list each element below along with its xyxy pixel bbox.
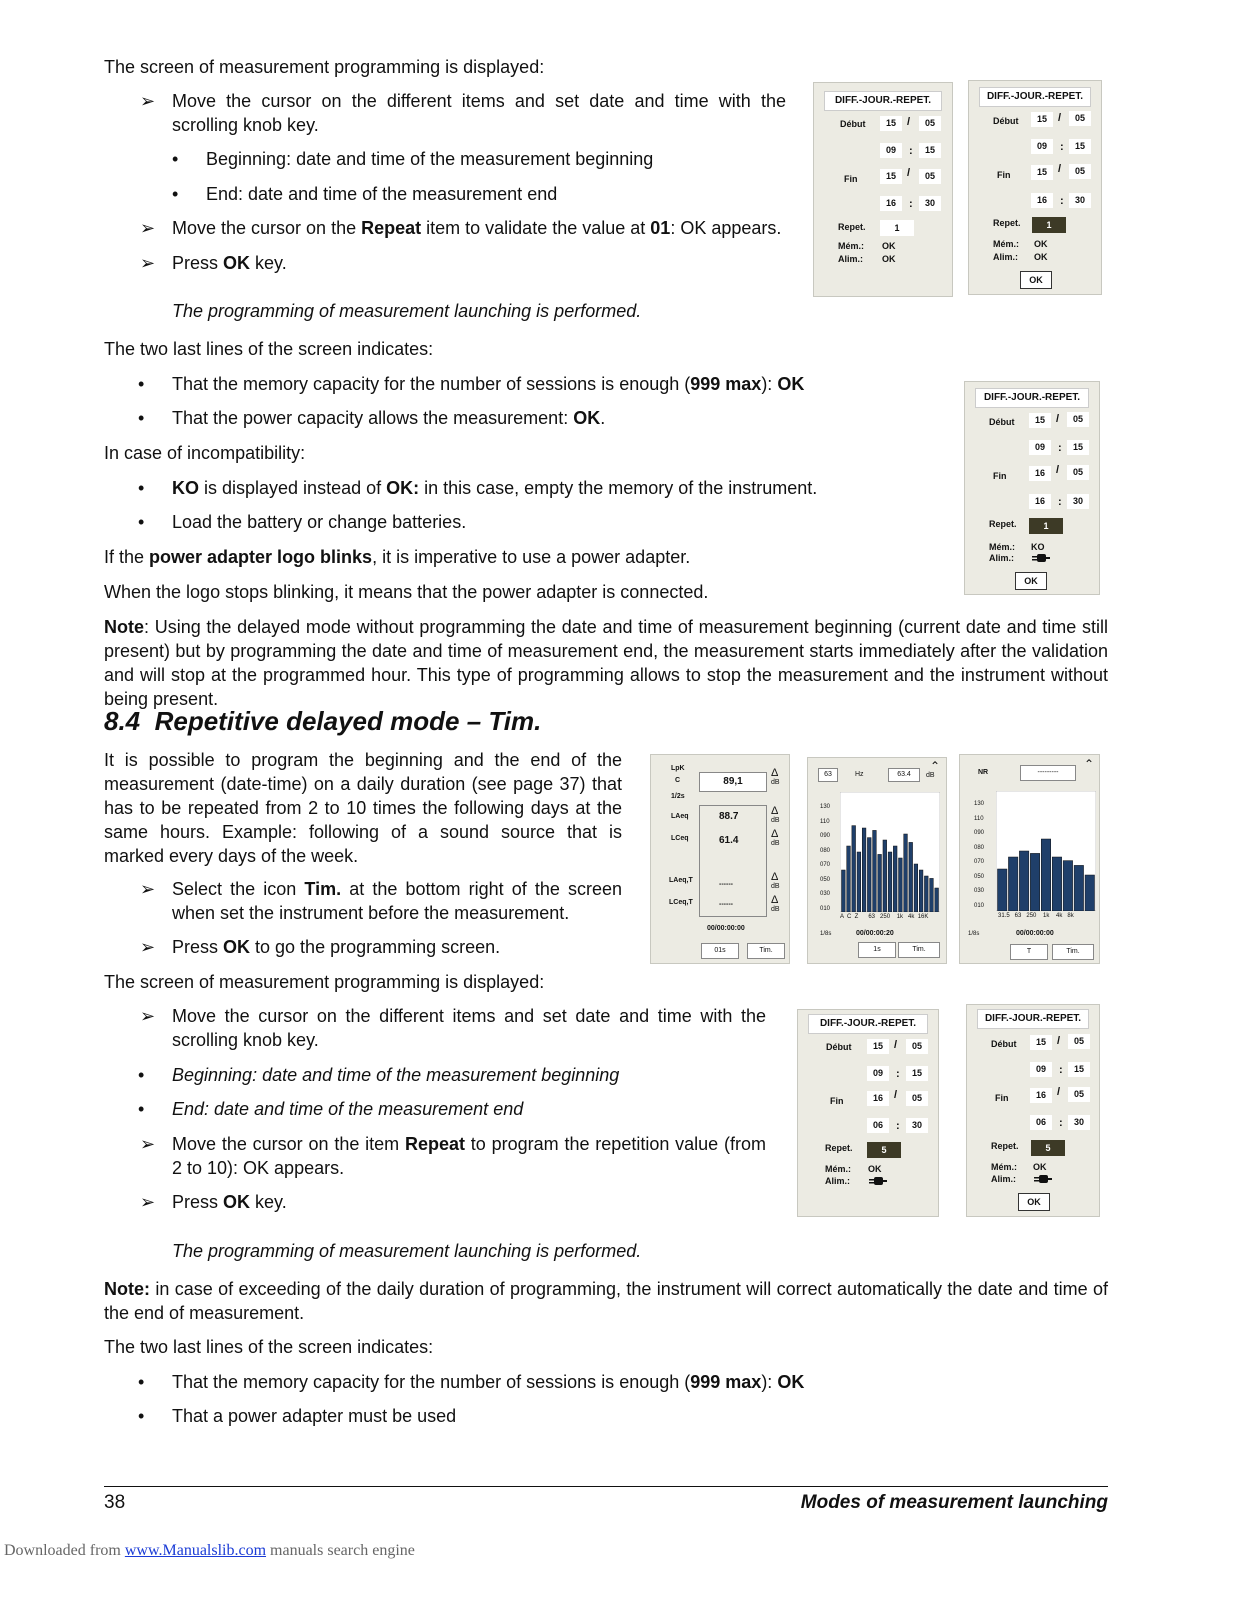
- start-minute-field[interactable]: 15: [1067, 440, 1089, 455]
- start-month-field[interactable]: 05: [1068, 1034, 1090, 1049]
- delta-icon: Δ: [771, 767, 779, 779]
- integration-button[interactable]: 01s: [701, 943, 739, 959]
- fin-label: Fin: [830, 1096, 844, 1106]
- ok-button[interactable]: OK: [1020, 271, 1052, 289]
- spectrum-bar: [852, 826, 856, 912]
- screen-header: DIFF.-JOUR.-REPET.: [977, 1009, 1089, 1029]
- arrow-bullet-icon: ➢: [140, 1006, 156, 1026]
- hz-label: Hz: [855, 771, 864, 778]
- manualslib-link[interactable]: www.Manualslib.com: [124, 1542, 267, 1559]
- alim-label: Alim.:: [991, 1174, 1017, 1184]
- arrow-bullet-icon: ➢: [140, 1192, 156, 1212]
- mem-status: OK: [882, 241, 896, 251]
- bullet-text: End: date and time of the measurement end: [206, 184, 558, 204]
- programming-screen-2: DIFF.-JOUR.-REPET. Début 15 / 05 09 : 15 Fin 15 / 05 16 : 30 Repet. 1 Mém.: OK Alim.: OK OK: [968, 80, 1102, 295]
- mem-label: Mém.:: [989, 542, 1016, 552]
- bullet-icon: •: [138, 1099, 145, 1119]
- tim-button[interactable]: Tim.: [1052, 944, 1094, 960]
- spectrum-bar: [904, 834, 908, 912]
- nr-label: NR: [978, 769, 989, 776]
- band-field[interactable]: 63: [818, 768, 838, 782]
- section-paragraph: It is possible to program the beginning and the end of the measurement (date-time) on a daily duration (see page 37) that has to be repeated from 2 to 10 times the following days at the same hours. Example: following of a sound source that is marked every days of the week.: [104, 750, 622, 866]
- bullet-icon: •: [138, 1372, 145, 1392]
- screen-header: DIFF.-JOUR.-REPET.: [824, 91, 942, 111]
- stops-text: When the logo stops blinking, it means that the power adapter is connected.: [104, 582, 709, 602]
- spectrum-bar: [857, 852, 861, 912]
- delta-icon: Δ: [771, 828, 779, 840]
- intro-text: The screen of measurement programming is displayed:: [104, 57, 545, 77]
- adapter-text: If the power adapter logo blinks, it is imperative to use a power adapter.: [104, 547, 691, 567]
- spectrum-bar: [914, 864, 918, 912]
- download-note: Downloaded from www.Manualslib.com manuals search engine: [4, 1542, 415, 1559]
- debut-label: Début: [840, 119, 866, 129]
- elapsed-time: 00/00:00:00: [1016, 930, 1054, 937]
- mem-status: KO: [1031, 542, 1045, 552]
- repeat-field[interactable]: 5: [1031, 1140, 1065, 1156]
- laeqt-value: ------: [719, 881, 733, 888]
- meter-screen-values: LpK C 89,1 Δ dB 1/2s LAeq 88.7 Δ dB LCeq 61.4 Δ dB LAeq,T ------ Δ dB LCeq,T ------ Δ dB 00/00:00:00 01s Tim.: [650, 754, 790, 964]
- alim-label: Alim.:: [989, 553, 1015, 563]
- arrow-bullet-icon: ➢: [140, 91, 156, 111]
- screen-header: DIFF.-JOUR.-REPET.: [975, 388, 1089, 408]
- arrow-bullet-icon: ➢: [140, 879, 156, 899]
- bullet-icon: •: [138, 478, 145, 498]
- start-month-field[interactable]: 05: [919, 116, 941, 131]
- end-day-field[interactable]: 16: [1029, 466, 1051, 481]
- period-label: 1/2s: [671, 793, 685, 800]
- result-text: The programming of measurement launching is performed.: [172, 301, 642, 321]
- spectrum-bar: [1052, 857, 1061, 911]
- start-month-field[interactable]: 05: [1069, 111, 1091, 126]
- start-hour-field[interactable]: 09: [880, 143, 902, 158]
- programming-screen-4: DIFF.-JOUR.-REPET. Début 15 / 05 09 : 15 Fin 16 / 05 06 : 30 Repet. 5 Mém.: OK Alim.:: [797, 1009, 939, 1217]
- power-adapter-icon: [868, 1176, 890, 1186]
- bullet-icon: •: [138, 374, 145, 394]
- repeat-field[interactable]: 1: [1032, 217, 1066, 233]
- spectrum-bar: [924, 876, 928, 912]
- laeqt-label: LAeq,T: [669, 877, 693, 884]
- start-month-field[interactable]: 05: [906, 1039, 928, 1054]
- debut-label: Début: [989, 417, 1015, 427]
- fin-label: Fin: [997, 170, 1011, 180]
- alim-status: OK: [1034, 252, 1048, 262]
- up-arrow-icon: ⌃: [930, 759, 941, 773]
- programming-screen-5: DIFF.-JOUR.-REPET. Début 15 / 05 09 : 15 Fin 16 / 05 06 : 30 Repet. 5 Mém.: OK Alim.: OK: [966, 1004, 1100, 1217]
- spectrum-bar: [930, 878, 934, 912]
- spectrum-bar: [1008, 857, 1017, 911]
- speed-label: 1/8s: [968, 931, 980, 937]
- end-hour-field[interactable]: 06: [1030, 1115, 1052, 1130]
- power-adapter-icon: [1033, 1174, 1055, 1184]
- repet-label: Repet.: [838, 222, 866, 232]
- speed-label: 1/8s: [820, 931, 832, 937]
- start-day-field[interactable]: 15: [1029, 413, 1051, 428]
- integration-button[interactable]: T: [1010, 944, 1048, 960]
- mem-status: OK: [868, 1164, 882, 1174]
- bullet-text: Beginning: date and time of the measurement beginning: [206, 149, 654, 169]
- end-minute-field[interactable]: 30: [1067, 494, 1089, 509]
- bullet-icon: •: [172, 149, 179, 169]
- end-month-field[interactable]: 05: [1069, 164, 1091, 179]
- end-hour-field[interactable]: 16: [880, 196, 902, 211]
- two-last-text: The two last lines of the screen indicates:: [104, 1337, 434, 1357]
- end-month-field[interactable]: 05: [1067, 465, 1089, 480]
- nr-spectrum-chart: [996, 791, 1096, 911]
- spectrum-bar: [867, 838, 871, 912]
- meter-screen-nr: [959, 754, 1100, 964]
- power-adapter-icon: [1031, 553, 1053, 563]
- footer-rule: [104, 1486, 1108, 1487]
- intro2-text: The screen of measurement programming is displayed:: [104, 972, 545, 992]
- spectrum-bar: [1085, 875, 1094, 911]
- spectrum-bar: [1074, 865, 1083, 911]
- x-axis-labels: A C Z 63 250 1k 4k 16K: [840, 914, 929, 920]
- delta-icon: Δ: [771, 871, 779, 883]
- spectrum-bar: [1063, 861, 1072, 911]
- start-hour-field[interactable]: 09: [867, 1066, 889, 1081]
- meter-screen-spectrum: 63 Hz 63.4 dB ⌃ 130 110 090 080 070 050 030 010 A C Z 63 250 1k 4k 16K 1/8s 00/00:00:20 1s Tim.: [807, 757, 947, 964]
- y-axis-ticks: 130 110 090 080 070 050 030 010: [974, 801, 985, 909]
- alim-label: Alim.:: [993, 252, 1019, 262]
- end-minute-field[interactable]: 30: [1068, 1115, 1090, 1130]
- debut-label: Début: [993, 116, 1019, 126]
- start-hour-field[interactable]: 09: [1029, 440, 1051, 455]
- end-hour-field[interactable]: 06: [867, 1118, 889, 1133]
- bullet-icon: •: [172, 184, 179, 204]
- spectrum-bar: [919, 870, 923, 912]
- debut-label: Début: [826, 1042, 852, 1052]
- two-last-text: The two last lines of the screen indicates:: [104, 339, 434, 359]
- integration-button[interactable]: 1s: [858, 942, 896, 958]
- x-axis-labels: 31.5 63 250 1k 4k 8k: [998, 913, 1074, 919]
- start-minute-field[interactable]: 15: [1069, 139, 1091, 154]
- end-minute-field[interactable]: 30: [919, 196, 941, 211]
- end-day-field[interactable]: 15: [1031, 165, 1053, 180]
- elapsed-time: 00/00:00:20: [856, 930, 894, 937]
- mem-label: Mém.:: [991, 1162, 1018, 1172]
- programming-screen-3: DIFF.-JOUR.-REPET. Début 15 / 05 09 : 15 Fin 16 / 05 16 : 30 Repet. 1 Mém.: KO Alim.: OK: [964, 381, 1100, 595]
- fin-label: Fin: [995, 1093, 1009, 1103]
- c-label: C: [675, 777, 681, 784]
- delta-icon: Δ: [771, 805, 779, 817]
- result-text: The programming of measurement launching is performed.: [172, 1241, 642, 1261]
- laeq-label: LAeq: [671, 813, 689, 820]
- laeq-value: 88.7: [719, 811, 739, 822]
- spectrum-chart: [840, 792, 940, 912]
- spectrum-bar: [893, 846, 897, 912]
- tim-button[interactable]: Tim.: [898, 942, 940, 958]
- arrow-bullet-icon: ➢: [140, 253, 156, 273]
- end-day-field[interactable]: 15: [880, 169, 902, 184]
- spectrum-bar: [998, 869, 1007, 911]
- elapsed-time: 00/00:00:00: [707, 925, 745, 932]
- spectrum-bar: [862, 828, 866, 912]
- mem-label: Mém.:: [825, 1164, 852, 1174]
- programming-screen-1: DIFF.-JOUR.-REPET. Début 15 / 05 09 : 15 Fin 15 / 05 16 : 30 Repet. 1 Mém.: OK Alim.: OK: [813, 82, 953, 297]
- bullet-icon: •: [138, 1406, 145, 1426]
- spectrum-bar: [909, 842, 913, 912]
- up-arrow-icon: ⌃: [1084, 757, 1095, 771]
- repet-label: Repet.: [825, 1143, 853, 1153]
- note-paragraph: Note: Using the delayed mode without programming the date and time of measurement beginning (current date and time still present) but by programming the date and time of measurement end, the measurement starts immediately after the validation and will stop at the programmed hour. This type of programming allows to stop the measurement and the instrument without being present.: [104, 617, 1108, 709]
- spectrum-bar: [873, 830, 877, 912]
- ok-button[interactable]: OK: [1018, 1193, 1050, 1211]
- repeat-field[interactable]: 1: [880, 220, 914, 236]
- end-month-field[interactable]: 05: [906, 1091, 928, 1106]
- mem-label: Mém.:: [993, 239, 1020, 249]
- start-month-field[interactable]: 05: [1067, 412, 1089, 427]
- lceq-label: LCeq: [671, 835, 689, 842]
- end-month-field[interactable]: 05: [919, 169, 941, 184]
- alim-label: Alim.:: [838, 254, 864, 264]
- lceqt-label: LCeq,T: [669, 899, 693, 906]
- end-month-field[interactable]: 05: [1068, 1087, 1090, 1102]
- footer-title: Modes of measurement launching: [800, 1492, 1108, 1513]
- start-hour-field[interactable]: 09: [1031, 139, 1053, 154]
- repeat-field[interactable]: 5: [867, 1142, 901, 1158]
- bullet-icon: •: [138, 512, 145, 532]
- mem-status: OK: [1034, 239, 1048, 249]
- alim-label: Alim.:: [825, 1176, 851, 1186]
- repet-label: Repet.: [989, 519, 1017, 529]
- page-number: 38: [104, 1492, 126, 1513]
- arrow-bullet-icon: ➢: [140, 1134, 156, 1154]
- start-hour-field[interactable]: 09: [1030, 1062, 1052, 1077]
- spectrum-bar: [878, 854, 882, 912]
- band-level-value: 63.4: [888, 768, 920, 782]
- note-paragraph: Note: in case of exceeding of the daily duration of programming, the instrument will correct automatically the date and time of the end of measurement.: [104, 1279, 1108, 1323]
- lceq-value: 61.4: [719, 835, 739, 846]
- screen-header: DIFF.-JOUR.-REPET.: [979, 87, 1091, 107]
- mem-status: OK: [1033, 1162, 1047, 1172]
- alim-status: OK: [882, 254, 896, 264]
- y-axis-ticks: 130 110 090 080 070 050 030 010: [820, 804, 831, 912]
- bullet-icon: •: [138, 1065, 145, 1085]
- start-day-field[interactable]: 15: [867, 1039, 889, 1054]
- end-day-field[interactable]: 16: [867, 1091, 889, 1106]
- repeat-field[interactable]: 1: [1029, 518, 1063, 534]
- spectrum-bar: [888, 852, 892, 912]
- tim-button[interactable]: Tim.: [747, 943, 785, 959]
- spectrum-bar: [935, 888, 939, 912]
- arrow-bullet-icon: ➢: [140, 937, 156, 957]
- mem-label: Mém.:: [838, 241, 865, 251]
- repet-label: Repet.: [993, 218, 1021, 228]
- lceqt-value: ------: [719, 901, 733, 908]
- spectrum-bar: [1030, 853, 1039, 911]
- bullet-icon: •: [138, 408, 145, 428]
- section-title: 8.4 Repetitive delayed mode – Tim.: [104, 706, 542, 736]
- spectrum-bar: [847, 846, 851, 912]
- start-day-field[interactable]: 15: [1031, 112, 1053, 127]
- end-day-field[interactable]: 16: [1030, 1088, 1052, 1103]
- repet-label: Repet.: [991, 1141, 1019, 1151]
- spectrum-bar: [899, 858, 903, 912]
- lpk-value: 89,1: [699, 772, 767, 792]
- start-day-field[interactable]: 15: [880, 116, 902, 131]
- step-text: Move the cursor on the different items and set date and time with the scrolling knob key.: [172, 91, 786, 135]
- start-minute-field[interactable]: 15: [919, 143, 941, 158]
- spectrum-bar: [842, 870, 846, 912]
- end-minute-field[interactable]: 30: [1069, 193, 1091, 208]
- start-day-field[interactable]: 15: [1030, 1035, 1052, 1050]
- end-hour-field[interactable]: 16: [1029, 494, 1051, 509]
- spectrum-bar: [1019, 851, 1028, 911]
- end-hour-field[interactable]: 16: [1031, 193, 1053, 208]
- incompat-text: In case of incompatibility:: [104, 443, 306, 463]
- end-minute-field[interactable]: 30: [906, 1118, 928, 1133]
- delta-icon: Δ: [771, 894, 779, 906]
- nr-value: ---------: [1020, 765, 1076, 781]
- fin-label: Fin: [993, 471, 1007, 481]
- spectrum-bar: [883, 840, 887, 912]
- arrow-bullet-icon: ➢: [140, 218, 156, 238]
- start-minute-field[interactable]: 15: [1068, 1062, 1090, 1077]
- spectrum-bar: [1041, 839, 1050, 911]
- lpk-label: LpK: [671, 765, 685, 772]
- ok-button[interactable]: OK: [1015, 572, 1047, 590]
- debut-label: Début: [991, 1039, 1017, 1049]
- start-minute-field[interactable]: 15: [906, 1066, 928, 1081]
- fin-label: Fin: [844, 174, 858, 184]
- screen-header: DIFF.-JOUR.-REPET.: [808, 1014, 928, 1034]
